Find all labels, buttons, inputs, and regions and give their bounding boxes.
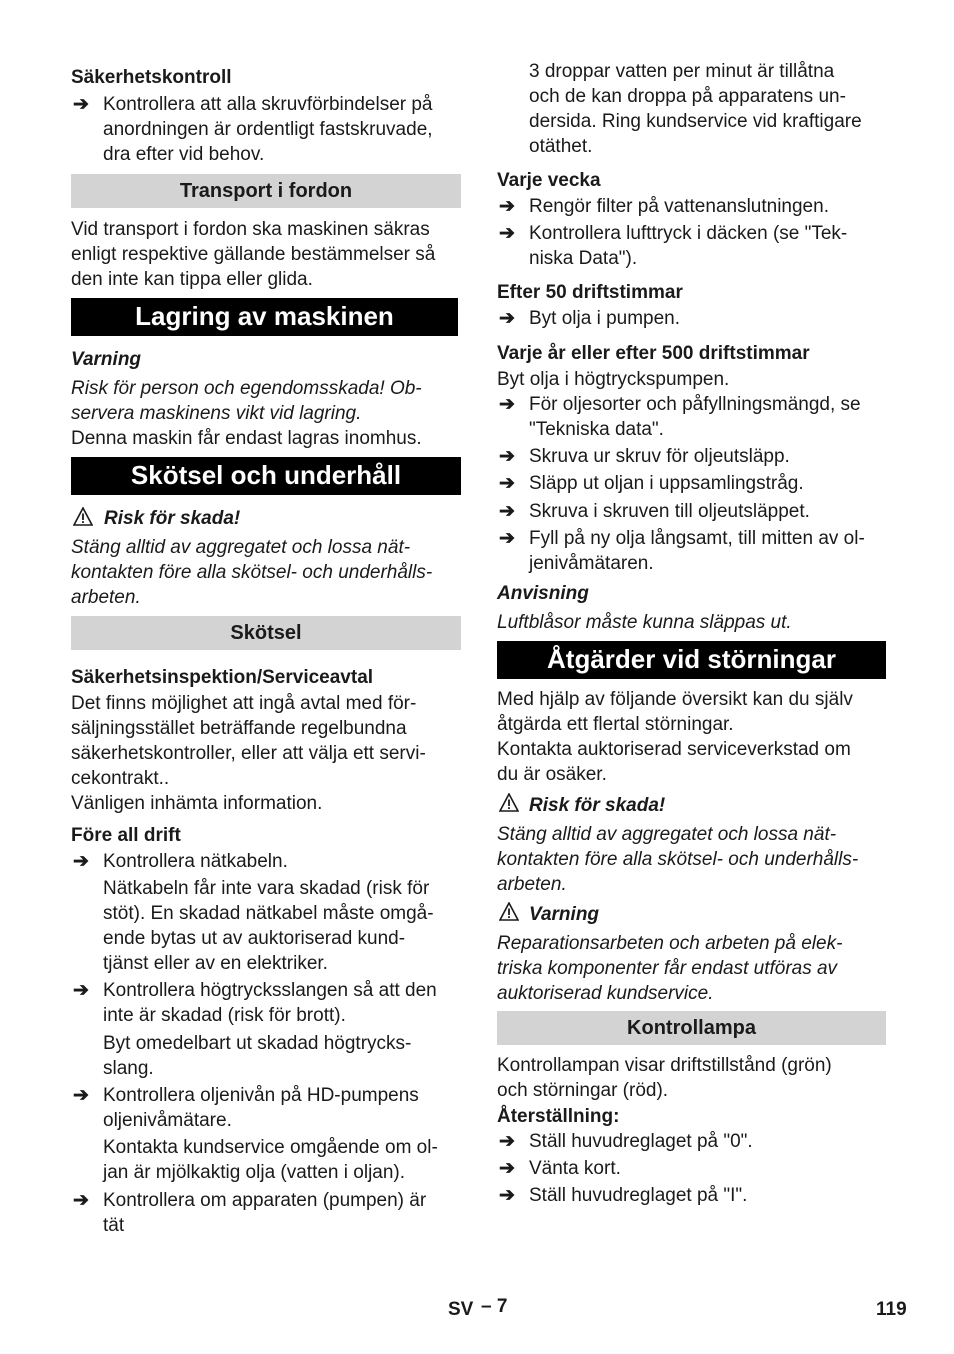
serviceavtal-heading: Säkerhetsinspektion/Serviceavtal bbox=[71, 667, 374, 688]
lagring-warning-title: Varning bbox=[71, 349, 142, 370]
cont-line-2: och de kan droppa på apparatens un- bbox=[529, 86, 846, 107]
anvisning-title: Anvisning bbox=[497, 583, 589, 604]
fore-drift-item-3-line-1: Kontrollera oljenivån på HD-pumpens bbox=[103, 1085, 419, 1106]
fore-drift-note-1-line-2: stöt). En skadad nätkabel måste omgå- bbox=[103, 903, 434, 924]
arrow-right-icon: ➔ bbox=[499, 223, 515, 244]
fore-drift-note-1-line-1: Nätkabeln får inte vara skadad (risk för bbox=[103, 878, 430, 899]
fore-drift-note-2-line-1: Byt omedelbart ut skadad högtrycks- bbox=[103, 1033, 412, 1054]
lagring-text: Denna maskin får endast lagras inomhus. bbox=[71, 428, 422, 449]
transport-bar: Transport i fordon bbox=[71, 174, 461, 208]
footer-lang: SV bbox=[448, 1299, 474, 1320]
cont-line-3: dersida. Ring kundservice vid kraftigare bbox=[529, 111, 862, 132]
arrow-right-icon: ➔ bbox=[499, 196, 515, 217]
arrow-right-icon: ➔ bbox=[499, 446, 515, 467]
sakerhetskontroll-line-3: dra efter vid behov. bbox=[103, 144, 265, 165]
fore-drift-note-3-line-1: Kontakta kundservice omgående om ol- bbox=[103, 1137, 438, 1158]
varje-ar-heading: Varje år eller efter 500 driftstimmar bbox=[497, 343, 810, 364]
arrow-right-icon: ➔ bbox=[499, 1158, 515, 1179]
sakerhetskontroll-heading: Säkerhetskontroll bbox=[71, 67, 232, 88]
warning-triangle-icon bbox=[499, 793, 519, 813]
atgarder-line-2: åtgärda ett flertal störningar. bbox=[497, 714, 734, 735]
aterstallning-item-3: Ställ huvudreglaget på "I". bbox=[529, 1185, 748, 1206]
atgarder-line-1: Med hjälp av följande översikt kan du själv bbox=[497, 689, 853, 710]
atgarder-risk-line-1: Stäng alltid av aggregatet och lossa nät- bbox=[497, 824, 837, 845]
arrow-right-icon: ➔ bbox=[73, 1190, 89, 1211]
varje-vecka-heading: Varje vecka bbox=[497, 170, 601, 191]
atgarder-bar: Åtgärder vid störningar bbox=[497, 641, 886, 679]
arrow-right-icon: ➔ bbox=[499, 528, 515, 549]
warning-triangle-icon bbox=[499, 902, 519, 922]
varje-vecka-item-2-line-1: Kontrollera lufttryck i däcken (se "Tek- bbox=[529, 223, 848, 244]
atgarder-line-3: Kontakta auktoriserad serviceverkstad om bbox=[497, 739, 851, 760]
aterstallning-heading: Återställning: bbox=[497, 1106, 620, 1127]
fore-drift-item-1: Kontrollera nätkabeln. bbox=[103, 851, 288, 872]
varje-ar-intro: Byt olja i högtryckspumpen. bbox=[497, 369, 730, 390]
atgarder-line-4: du är osäker. bbox=[497, 764, 607, 785]
skotsel-risk-title: Risk för skada! bbox=[104, 508, 241, 529]
skotsel-bar: Skötsel bbox=[71, 616, 461, 650]
lagring-warning-line-2: servera maskinens vikt vid lagring. bbox=[71, 403, 362, 424]
arrow-right-icon: ➔ bbox=[73, 1085, 89, 1106]
transport-line-3: den inte kan tippa eller glida. bbox=[71, 269, 313, 290]
warning-triangle-icon bbox=[73, 507, 93, 527]
skotsel-risk-line-2: kontakten före alla skötsel- och underhålls- bbox=[71, 562, 433, 583]
fore-drift-note-1-line-4: tjänst eller av en elektriker. bbox=[103, 953, 328, 974]
serviceavtal-line-1: Det finns möjlighet att ingå avtal med för- bbox=[71, 693, 417, 714]
arrow-right-icon: ➔ bbox=[73, 980, 89, 1001]
varje-ar-item-5-line-1: Fyll på ny olja långsamt, till mitten av ol- bbox=[529, 528, 865, 549]
sakerhetskontroll-line-2: anordningen är ordentligt fastskruvade, bbox=[103, 119, 433, 140]
skotsel-underhall-bar: Skötsel och underhåll bbox=[71, 457, 461, 495]
varje-ar-item-1-line-1: För oljesorter och påfyllningsmängd, se bbox=[529, 394, 861, 415]
varje-vecka-item-2-line-2: niska Data"). bbox=[529, 248, 638, 269]
serviceavtal-line-3: säkerhetskontroller, eller att välja ett servi- bbox=[71, 743, 426, 764]
serviceavtal-line-5: Vänligen inhämta information. bbox=[71, 793, 323, 814]
arrow-right-icon: ➔ bbox=[499, 1185, 515, 1206]
aterstallning-item-2: Vänta kort. bbox=[529, 1158, 621, 1179]
fore-drift-item-2-line-2: inte är skadad (risk för brott). bbox=[103, 1005, 346, 1026]
atgarder-risk-line-3: arbeten. bbox=[497, 874, 567, 895]
footer-page-number: 119 bbox=[876, 1299, 907, 1320]
fore-drift-item-4-line-1: Kontrollera om apparaten (pumpen) är bbox=[103, 1190, 427, 1211]
arrow-right-icon: ➔ bbox=[499, 1131, 515, 1152]
transport-line-2: enligt respektive gällande bestämmelser så bbox=[71, 244, 436, 265]
atgarder-warn-line-3: auktoriserad kundservice. bbox=[497, 983, 714, 1004]
footer-page-ref: – 7 bbox=[481, 1296, 508, 1317]
efter50-heading: Efter 50 driftstimmar bbox=[497, 282, 683, 303]
fore-drift-item-2-line-1: Kontrollera högtrycksslangen så att den bbox=[103, 980, 437, 1001]
sakerhetskontroll-line-1: Kontrollera att alla skruvförbindelser på bbox=[103, 94, 433, 115]
fore-drift-note-3-line-2: jan är mjölkaktig olja (vatten i oljan). bbox=[103, 1162, 406, 1183]
efter50-item-1: Byt olja i pumpen. bbox=[529, 308, 681, 329]
lagring-bar: Lagring av maskinen bbox=[71, 298, 458, 336]
cont-line-1: 3 droppar vatten per minut är tillåtna bbox=[529, 61, 835, 82]
arrow-right-icon: ➔ bbox=[499, 473, 515, 494]
varje-ar-item-1-line-2: "Tekniska data". bbox=[529, 419, 664, 440]
kontrollampa-bar: Kontrollampa bbox=[497, 1011, 886, 1045]
skotsel-risk-line-3: arbeten. bbox=[71, 587, 141, 608]
anvisning-text: Luftblåsor måste kunna släppas ut. bbox=[497, 612, 792, 633]
varje-ar-item-4: Skruva i skruven till oljeutsläppet. bbox=[529, 501, 810, 522]
arrow-right-icon: ➔ bbox=[499, 308, 515, 329]
varje-ar-item-2: Skruva ur skruv för oljeutsläpp. bbox=[529, 446, 790, 467]
cont-line-4: otäthet. bbox=[529, 136, 593, 157]
fore-drift-note-2-line-2: slang. bbox=[103, 1058, 154, 1079]
fore-drift-note-1-line-3: ende bytas ut av auktoriserad kund- bbox=[103, 928, 406, 949]
arrow-right-icon: ➔ bbox=[73, 94, 89, 115]
atgarder-risk-title: Risk för skada! bbox=[529, 795, 666, 816]
varje-ar-item-3: Släpp ut oljan i uppsamlingstråg. bbox=[529, 473, 804, 494]
atgarder-risk-line-2: kontakten före alla skötsel- och underhålls- bbox=[497, 849, 859, 870]
atgarder-warn-title: Varning bbox=[529, 904, 600, 925]
arrow-right-icon: ➔ bbox=[499, 501, 515, 522]
varje-ar-item-5-line-2: jenivåmätaren. bbox=[529, 553, 654, 574]
kontrollampa-line-1: Kontrollampan visar driftstillstånd (grön) bbox=[497, 1055, 832, 1076]
serviceavtal-line-4: cekontrakt.. bbox=[71, 768, 170, 789]
arrow-right-icon: ➔ bbox=[499, 394, 515, 415]
fore-drift-item-3-line-2: oljenivåmätare. bbox=[103, 1110, 232, 1131]
atgarder-warn-line-1: Reparationsarbeten och arbeten på elek- bbox=[497, 933, 843, 954]
kontrollampa-line-2: och störningar (röd). bbox=[497, 1080, 669, 1101]
arrow-right-icon: ➔ bbox=[73, 851, 89, 872]
serviceavtal-line-2: säljningsstället beträffande regelbundna bbox=[71, 718, 407, 739]
fore-drift-heading: Före all drift bbox=[71, 825, 181, 846]
fore-drift-item-4-line-2: tät bbox=[103, 1215, 125, 1236]
skotsel-risk-line-1: Stäng alltid av aggregatet och lossa nät- bbox=[71, 537, 411, 558]
transport-line-1: Vid transport i fordon ska maskinen säkras bbox=[71, 219, 430, 240]
atgarder-warn-line-2: triska komponenter får endast utföras av bbox=[497, 958, 838, 979]
varje-vecka-item-1: Rengör filter på vattenanslutningen. bbox=[529, 196, 829, 217]
aterstallning-item-1: Ställ huvudreglaget på "0". bbox=[529, 1131, 753, 1152]
lagring-warning-line-1: Risk för person och egendomsskada! Ob- bbox=[71, 378, 422, 399]
